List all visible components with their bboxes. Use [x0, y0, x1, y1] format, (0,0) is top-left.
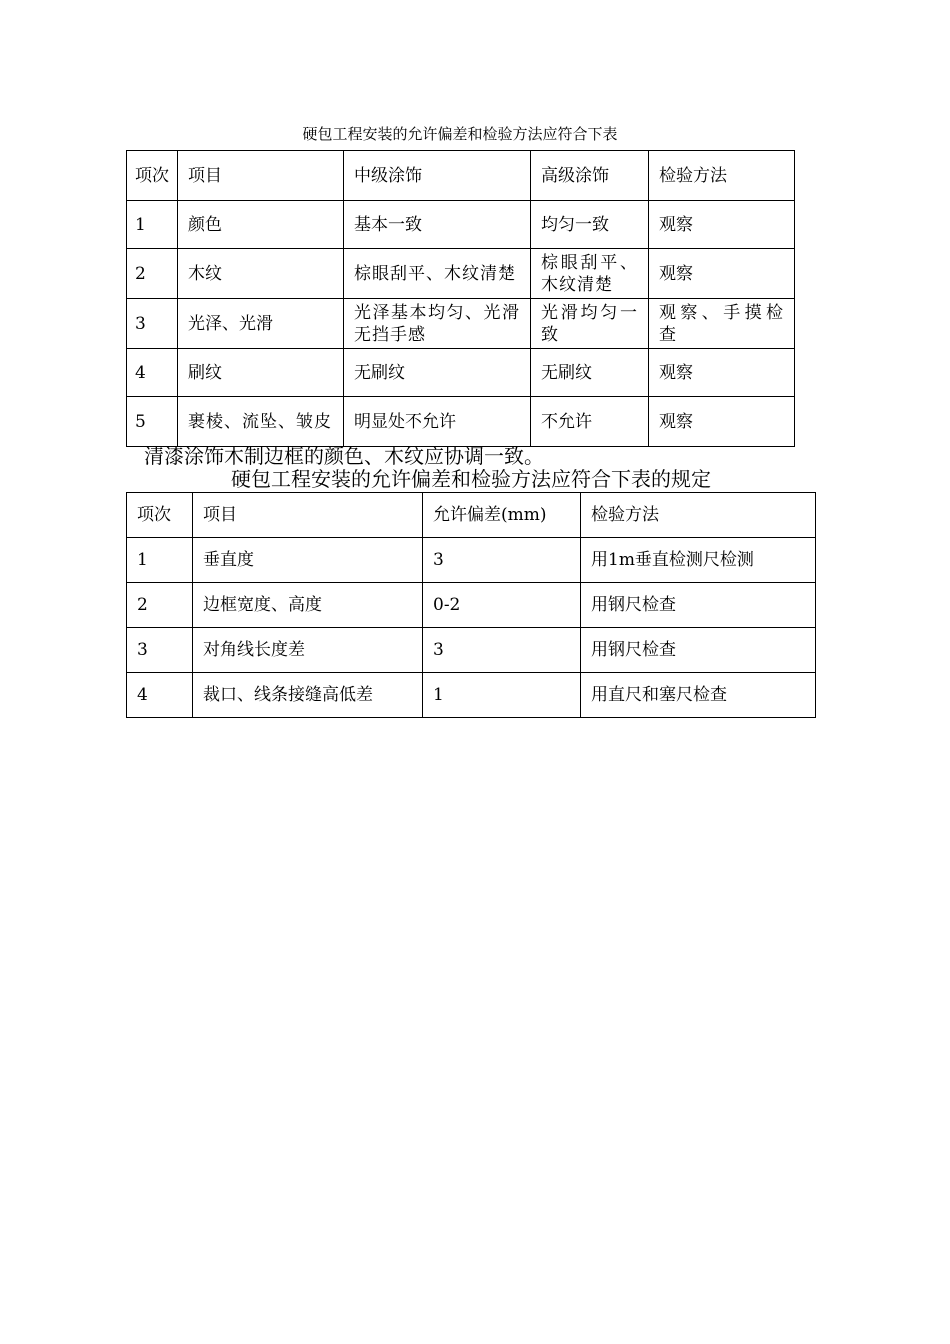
table-cell: 4 — [127, 673, 193, 718]
table-cell: 2 — [127, 249, 178, 299]
table-cell: 观察 — [649, 201, 795, 249]
table-cell: 3 — [423, 538, 581, 583]
header-cell: 检验方法 — [581, 493, 816, 538]
table-cell: 观察 — [649, 349, 795, 397]
header-cell: 允许偏差(mm) — [423, 493, 581, 538]
table-row — [127, 628, 816, 673]
table-cell: 棕眼刮平、木纹清楚 — [531, 249, 649, 299]
table-row — [127, 299, 795, 349]
table-cell: 3 — [127, 628, 193, 673]
table-cell: 均匀一致 — [531, 201, 649, 249]
body-note: 清漆涂饰木制边框的颜色、木纹应协调一致。 — [144, 444, 544, 468]
table-cell: 0-2 — [423, 583, 581, 628]
table-cell: 3 — [127, 299, 178, 349]
table2-caption: 硬包工程安装的允许偏差和检验方法应符合下表的规定 — [231, 467, 711, 491]
table-cell: 观察 — [649, 397, 795, 447]
table-cell: 无刷纹 — [344, 349, 531, 397]
table-row — [127, 538, 816, 583]
table-cell: 明显处不允许 — [344, 397, 531, 447]
table-row — [127, 349, 795, 397]
table-cell: 木纹 — [178, 249, 344, 299]
header-cell: 项目 — [193, 493, 423, 538]
header-cell: 高级涂饰 — [531, 151, 649, 201]
table-cell: 光泽基本均匀、光滑无挡手感 — [344, 299, 531, 349]
table-cell: 3 — [423, 628, 581, 673]
table-cell: 基本一致 — [344, 201, 531, 249]
header-cell: 项次 — [127, 493, 193, 538]
table-cell: 不允许 — [531, 397, 649, 447]
table-row — [127, 201, 795, 249]
finish-quality-table — [126, 150, 795, 447]
table-row — [127, 673, 816, 718]
table-cell: 1 — [127, 201, 178, 249]
table-row — [127, 397, 795, 447]
table-cell: 颜色 — [178, 201, 344, 249]
table-cell: 观察、手摸检查 — [649, 299, 795, 349]
table-cell: 1 — [423, 673, 581, 718]
table-cell: 用钢尺检查 — [581, 628, 816, 673]
table-cell: 对角线长度差 — [193, 628, 423, 673]
table-cell: 刷纹 — [178, 349, 344, 397]
table-cell: 4 — [127, 349, 178, 397]
header-cell: 项次 — [127, 151, 178, 201]
table-cell: 无刷纹 — [531, 349, 649, 397]
table-cell: 1 — [127, 538, 193, 583]
table1-caption: 硬包工程安装的允许偏差和检验方法应符合下表 — [302, 125, 618, 143]
table-cell: 裹棱、流坠、皱皮 — [178, 397, 344, 447]
tolerance-table — [126, 492, 816, 718]
table-cell: 光滑均匀一致 — [531, 299, 649, 349]
table-row — [127, 249, 795, 299]
header-cell: 检验方法 — [649, 151, 795, 201]
table-cell: 用直尺和塞尺检查 — [581, 673, 816, 718]
table-header-row — [127, 151, 795, 201]
table-cell: 2 — [127, 583, 193, 628]
header-cell: 项目 — [178, 151, 344, 201]
table-cell: 棕眼刮平、木纹清楚 — [344, 249, 531, 299]
table-cell: 5 — [127, 397, 178, 447]
table-cell: 边框宽度、高度 — [193, 583, 423, 628]
table-cell: 用1m垂直检测尺检测 — [581, 538, 816, 583]
table-cell: 观察 — [649, 249, 795, 299]
table-cell: 垂直度 — [193, 538, 423, 583]
table-cell: 光泽、光滑 — [178, 299, 344, 349]
table-header-row — [127, 493, 816, 538]
table-cell: 裁口、线条接缝高低差 — [193, 673, 423, 718]
table-cell: 用钢尺检查 — [581, 583, 816, 628]
table-row — [127, 583, 816, 628]
header-cell: 中级涂饰 — [344, 151, 531, 201]
